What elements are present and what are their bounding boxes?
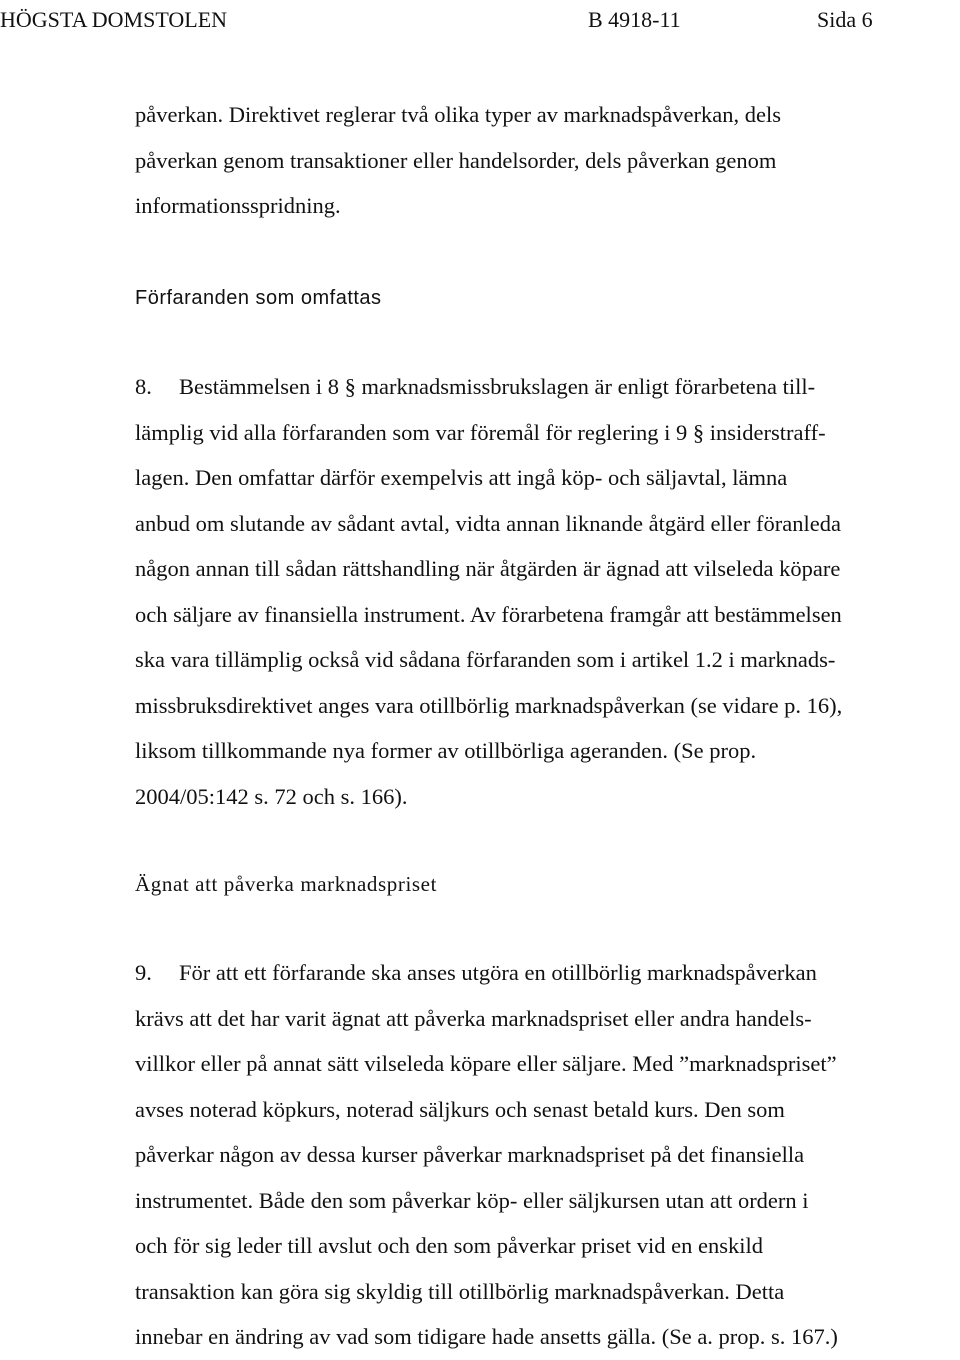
text-line: lagen. Den omfattar därför exempelvis att ingå köp- och säljavtal, lämna — [135, 465, 788, 490]
paragraph-first-line — [135, 364, 842, 410]
paragraph-number: 9. — [135, 960, 152, 985]
page-header — [0, 3, 960, 37]
text-line: och säljare av finansiella instrument. Av förarbetena framgår att bestämmelsen — [135, 601, 842, 627]
text-line: anbud om slutande av sådant avtal, vidta annan liknande åtgärd eller föranleda — [135, 510, 841, 536]
paragraph-number: 8. — [135, 374, 152, 399]
paragraph-first-line — [135, 950, 838, 996]
text-line: innebar en ändring av vad som tidigare hade ansetts gälla. (Se a. prop. s. 167.) — [135, 1324, 838, 1349]
text-line: För att ett förfarande ska anses utgöra en otillbörlig marknadspåverkan — [179, 960, 817, 985]
text-line: ska vara tillämplig också vid sådana förfaranden som i artikel 1.2 i marknads- — [135, 647, 836, 672]
case-number: B 4918-11 — [588, 7, 681, 32]
text-line: krävs att det har varit ägnat att påverka marknadspriset eller andra handels- — [135, 1005, 812, 1031]
intro-paragraph — [135, 92, 781, 229]
text-line: informationsspridning. — [135, 193, 341, 218]
text-line: villkor eller på annat sätt vilseleda köpare eller säljare. Med ”marknadspriset” — [135, 1051, 837, 1076]
paragraph-8 — [135, 364, 842, 819]
page-number: Sida 6 — [817, 7, 873, 32]
text-line: transaktion kan göra sig skyldig till otillbörlig marknadspåverkan. Detta — [135, 1278, 785, 1304]
text-line: instrumentet. Både den som påverkar köp- eller säljkursen utan att ordern i — [135, 1187, 809, 1213]
text-line: missbruksdirektivet anges vara otillbörlig marknadspåverkan (se vidare p. 16), — [135, 692, 843, 718]
text-line: 2004/05:142 s. 72 och s. 166). — [135, 783, 408, 809]
text-line: och för sig leder till avslut och den som påverkar priset vid en enskild — [135, 1233, 763, 1258]
court-name: HÖGSTA DOMSTOLEN — [0, 7, 228, 32]
text-line: lämplig vid alla förfaranden som var föremål för reglering i 9 § insiderstraff- — [135, 419, 826, 445]
section-heading: Ägnat att påverka marknadspriset — [135, 872, 438, 896]
text-line: påverkar någon av dessa kurser påverkar marknadspriset på det finansiella — [135, 1142, 805, 1167]
text-line: påverkan genom transaktioner eller handelsorder, dels påverkan genom — [135, 147, 777, 173]
text-line: någon annan till sådan rättshandling när åtgärden är ägnad att vilseleda köpare — [135, 556, 841, 581]
text-line: Bestämmelsen i 8 § marknadsmissbrukslagen är enligt förarbetena till- — [179, 374, 816, 399]
section-heading: Förfaranden som omfattas — [135, 287, 382, 309]
paragraph-9 — [135, 950, 838, 1360]
text-line: liksom tillkommande nya former av otillbörliga ageranden. (Se prop. — [135, 738, 757, 763]
text-line: avses noterad köpkurs, noterad säljkurs och senast betald kurs. Den som — [135, 1096, 785, 1122]
text-line: påverkan. Direktivet reglerar två olika typer av marknadspåverkan, dels — [135, 102, 781, 127]
